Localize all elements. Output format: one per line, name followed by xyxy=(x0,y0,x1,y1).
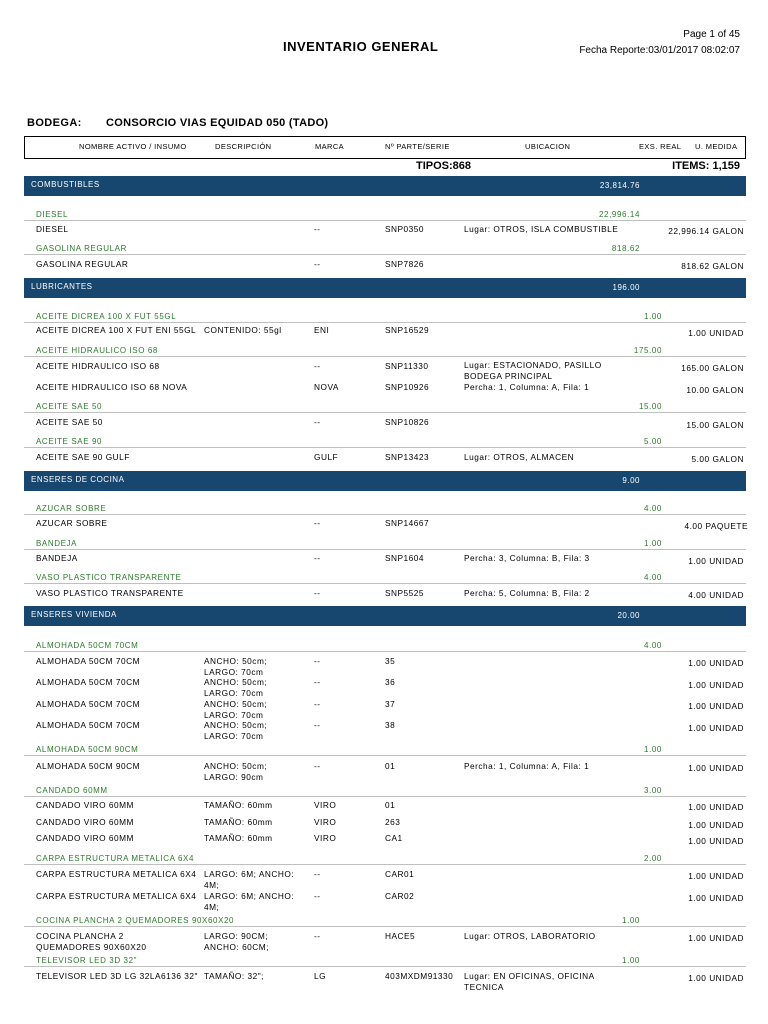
column-header xyxy=(24,136,746,159)
row-qty: 5.00 GALON xyxy=(691,454,744,464)
group-name: VASO PLASTICO TRANSPARENTE xyxy=(36,573,182,582)
section-band xyxy=(24,471,746,491)
group-name: ACEITE SAE 90 xyxy=(36,437,103,446)
row-serie: HACE5 xyxy=(385,931,416,941)
group-total: 1.00 xyxy=(622,916,640,925)
row-qty: 1.00 UNIDAD xyxy=(688,658,744,668)
row-serie: SNP16529 xyxy=(385,325,430,335)
row-desc: TAMAÑO: 32"; xyxy=(204,971,264,981)
group-name: COCINA PLANCHA 2 QUEMADORES 90X60X20 xyxy=(36,916,235,925)
row-qty: 1.00 UNIDAD xyxy=(688,723,744,733)
report-title: INVENTARIO GENERAL xyxy=(283,39,439,54)
row-ubicacion: Lugar: OTROS, ALMACEN xyxy=(464,452,575,462)
row-desc: TAMAÑO: 60mm xyxy=(204,833,273,843)
row-desc: ANCHO: 50cm; LARGO: 70cm xyxy=(204,656,268,677)
row-qty: 1.00 UNIDAD xyxy=(688,328,744,338)
col-ubicacion: UBICACION xyxy=(525,142,571,151)
row-name: CANDADO VIRO 60MM xyxy=(36,817,134,827)
row-name: CARPA ESTRUCTURA METALICA 6X4 xyxy=(36,891,197,901)
section-band xyxy=(24,278,746,298)
col-marca: MARCA xyxy=(315,142,345,151)
row-marca: -- xyxy=(314,891,321,901)
row-desc: ANCHO: 50cm; LARGO: 70cm xyxy=(204,677,268,698)
row-qty: 165.00 GALON xyxy=(681,363,744,373)
section-band xyxy=(24,606,746,626)
row-serie: 36 xyxy=(385,677,396,687)
row-serie: 403MXDM91330 xyxy=(385,971,454,981)
row-marca: -- xyxy=(314,361,321,371)
row-serie: 37 xyxy=(385,699,396,709)
group-name: GASOLINA REGULAR xyxy=(36,244,127,253)
row-name: ALMOHADA 50CM 90CM xyxy=(36,761,140,771)
page-number: Page 1 of 45 xyxy=(683,29,740,40)
group-name: ALMOHADA 50CM 90CM xyxy=(36,745,139,754)
group-name: TELEVISOR LED 3D 32" xyxy=(36,956,138,965)
section-total: 9.00 xyxy=(622,476,640,485)
row-serie: SNP14667 xyxy=(385,518,430,528)
section-band xyxy=(24,176,746,196)
row-serie: 01 xyxy=(385,761,396,771)
row-marca: -- xyxy=(314,656,321,666)
row-qty: 1.00 UNIDAD xyxy=(688,836,744,846)
group-total: 4.00 xyxy=(644,641,662,650)
group-name: CANDADO 60MM xyxy=(36,786,108,795)
row-name: AZUCAR SOBRE xyxy=(36,518,108,528)
row-serie: 38 xyxy=(385,720,396,730)
row-name: GASOLINA REGULAR xyxy=(36,259,129,269)
group-total: 22,996.14 xyxy=(599,210,640,219)
row-ubicacion: Percha: 1, Columna: A, Fila: 1 xyxy=(464,382,590,392)
col-nombre: NOMBRE ACTIVO / INSUMO xyxy=(79,142,187,151)
row-marca: -- xyxy=(314,931,321,941)
section-name: ENSERES VIVIENDA xyxy=(31,610,117,619)
row-desc: LARGO: 6M; ANCHO: 4M; xyxy=(204,869,295,890)
row-qty: 1.00 UNIDAD xyxy=(688,871,744,881)
group-name: BANDEJA xyxy=(36,539,78,548)
row-qty: 4.00 PAQUETE xyxy=(684,521,748,531)
row-name: TELEVISOR LED 3D LG 32LA6136 32" xyxy=(36,971,198,981)
group-name: ALMOHADA 50CM 70CM xyxy=(36,641,139,650)
row-qty: 22,996.14 GALON xyxy=(668,226,744,236)
row-name: CARPA ESTRUCTURA METALICA 6X4 xyxy=(36,869,197,879)
row-name: ALMOHADA 50CM 70CM xyxy=(36,677,140,687)
group-name: AZUCAR SOBRE xyxy=(36,504,107,513)
row-marca: -- xyxy=(314,869,321,879)
row-marca: -- xyxy=(314,761,321,771)
row-ubicacion: Lugar: OTROS, ISLA COMBUSTIBLE xyxy=(464,224,619,234)
row-marca: -- xyxy=(314,518,321,528)
col-descripcion: DESCRIPCIÓN xyxy=(215,142,272,151)
row-name: ALMOHADA 50CM 70CM xyxy=(36,720,140,730)
row-qty: 1.00 UNIDAD xyxy=(688,701,744,711)
group-total: 1.00 xyxy=(644,539,662,548)
row-ubicacion: Lugar: EN OFICINAS, OFICINA TECNICA xyxy=(464,971,595,992)
group-total: 15.00 xyxy=(638,402,662,411)
row-serie: SNP0350 xyxy=(385,224,425,234)
row-name: ACEITE DICREA 100 X FUT ENI 55GL xyxy=(36,325,197,335)
row-serie: 263 xyxy=(385,817,401,827)
group-total: 1.00 xyxy=(644,312,662,321)
row-marca: -- xyxy=(314,224,321,234)
row-serie: CAR02 xyxy=(385,891,415,901)
row-desc: CONTENIDO: 55gl xyxy=(204,325,282,335)
group-name: DIESEL xyxy=(36,210,69,219)
report-date: Fecha Reporte:03/01/2017 08:02:07 xyxy=(579,45,740,56)
group-total: 5.00 xyxy=(644,437,662,446)
row-qty: 1.00 UNIDAD xyxy=(688,973,744,983)
row-ubicacion: Lugar: OTROS, LABORATORIO xyxy=(464,931,596,941)
row-marca: -- xyxy=(314,588,321,598)
group-total: 3.00 xyxy=(644,786,662,795)
row-qty: 1.00 UNIDAD xyxy=(688,820,744,830)
row-name: CANDADO VIRO 60MM xyxy=(36,800,134,810)
section-name: LUBRICANTES xyxy=(31,282,93,291)
row-marca: -- xyxy=(314,720,321,730)
row-serie: 35 xyxy=(385,656,396,666)
row-serie: CA1 xyxy=(385,833,403,843)
col-u-medida: U. MEDIDA xyxy=(695,142,738,151)
group-name: CARPA ESTRUCTURA METALICA 6X4 xyxy=(36,854,195,863)
row-qty: 1.00 UNIDAD xyxy=(688,556,744,566)
row-qty: 1.00 UNIDAD xyxy=(688,680,744,690)
section-total: 196.00 xyxy=(612,283,640,292)
row-name: ACEITE HIDRAULICO ISO 68 xyxy=(36,361,160,371)
row-serie: SNP10826 xyxy=(385,417,430,427)
row-marca: ENI xyxy=(314,325,330,335)
row-marca: VIRO xyxy=(314,833,337,843)
row-marca: NOVA xyxy=(314,382,339,392)
group-total: 1.00 xyxy=(622,956,640,965)
row-name: ACEITE SAE 90 GULF xyxy=(36,452,130,462)
row-marca: GULF xyxy=(314,452,339,462)
row-qty: 4.00 UNIDAD xyxy=(688,590,744,600)
row-name: VASO PLASTICO TRANSPARENTE xyxy=(36,588,184,598)
row-qty: 1.00 UNIDAD xyxy=(688,763,744,773)
row-desc: LARGO: 6M; ANCHO: 4M; xyxy=(204,891,295,912)
row-qty: 15.00 GALON xyxy=(686,420,744,430)
row-name: COCINA PLANCHA 2 QUEMADORES 90X60X20 xyxy=(36,931,147,952)
section-name: ENSERES DE COCINA xyxy=(31,475,125,484)
group-total: 175.00 xyxy=(633,346,662,355)
group-total: 4.00 xyxy=(644,504,662,513)
group-name: ACEITE SAE 50 xyxy=(36,402,103,411)
bodega-label: BODEGA: xyxy=(27,117,82,129)
group-total: 1.00 xyxy=(644,745,662,754)
row-qty: 1.00 UNIDAD xyxy=(688,893,744,903)
row-marca: LG xyxy=(314,971,327,981)
section-total: 23,814.76 xyxy=(599,181,640,190)
row-qty: 1.00 UNIDAD xyxy=(688,933,744,943)
row-name: ACEITE HIDRAULICO ISO 68 NOVA xyxy=(36,382,188,392)
row-serie: SNP5525 xyxy=(385,588,425,598)
row-serie: SNP10926 xyxy=(385,382,430,392)
row-qty: 818.62 GALON xyxy=(681,261,744,271)
row-desc: ANCHO: 50cm; LARGO: 90cm xyxy=(204,761,268,782)
col-exs-real: EXS. REAL xyxy=(639,142,682,151)
row-serie: SNP13423 xyxy=(385,452,430,462)
row-name: ACEITE SAE 50 xyxy=(36,417,103,427)
section-name: COMBUSTIBLES xyxy=(31,180,100,189)
row-marca: -- xyxy=(314,699,321,709)
group-total: 2.00 xyxy=(644,854,662,863)
row-marca: -- xyxy=(314,259,321,269)
group-total: 4.00 xyxy=(644,573,662,582)
items-count: ITEMS: 1,159 xyxy=(672,160,740,172)
row-ubicacion: Percha: 5, Columna: B, Fila: 2 xyxy=(464,588,590,598)
row-name: CANDADO VIRO 60MM xyxy=(36,833,134,843)
row-serie: SNP7826 xyxy=(385,259,425,269)
row-desc: TAMAÑO: 60mm xyxy=(204,817,273,827)
bodega-value: CONSORCIO VIAS EQUIDAD 050 (TADO) xyxy=(106,117,329,129)
row-name: DIESEL xyxy=(36,224,69,234)
row-marca: VIRO xyxy=(314,817,337,827)
tipos-count: TIPOS:868 xyxy=(416,160,472,172)
col-serie: Nº PARTE/SERIE xyxy=(385,142,450,151)
row-desc: LARGO: 90CM; ANCHO: 60CM; xyxy=(204,931,270,952)
row-marca: VIRO xyxy=(314,800,337,810)
section-total: 20.00 xyxy=(617,611,640,620)
row-serie: SNP1604 xyxy=(385,553,425,563)
group-name: ACEITE HIDRAULICO ISO 68 xyxy=(36,346,158,355)
row-qty: 10.00 GALON xyxy=(686,385,744,395)
row-desc: ANCHO: 50cm; LARGO: 70cm xyxy=(204,699,268,720)
row-name: BANDEJA xyxy=(36,553,78,563)
row-ubicacion: Percha: 3, Columna: B, Fila: 3 xyxy=(464,553,590,563)
group-total: 818.62 xyxy=(611,244,640,253)
row-marca: -- xyxy=(314,677,321,687)
row-name: ALMOHADA 50CM 70CM xyxy=(36,656,140,666)
row-marca: -- xyxy=(314,553,321,563)
row-name: ALMOHADA 50CM 70CM xyxy=(36,699,140,709)
row-qty: 1.00 UNIDAD xyxy=(688,802,744,812)
row-ubicacion: Lugar: ESTACIONADO, PASILLO BODEGA PRINCIPAL xyxy=(464,360,602,381)
row-serie: CAR01 xyxy=(385,869,415,879)
row-desc: TAMAÑO: 60mm xyxy=(204,800,273,810)
row-marca: -- xyxy=(314,417,321,427)
row-ubicacion: Percha: 1, Columna: A, Fila: 1 xyxy=(464,761,590,771)
group-name: ACEITE DICREA 100 X FUT 55GL xyxy=(36,312,177,321)
row-serie: 01 xyxy=(385,800,396,810)
row-desc: ANCHO: 50cm; LARGO: 70cm xyxy=(204,720,268,741)
row-serie: SNP11330 xyxy=(385,361,429,371)
